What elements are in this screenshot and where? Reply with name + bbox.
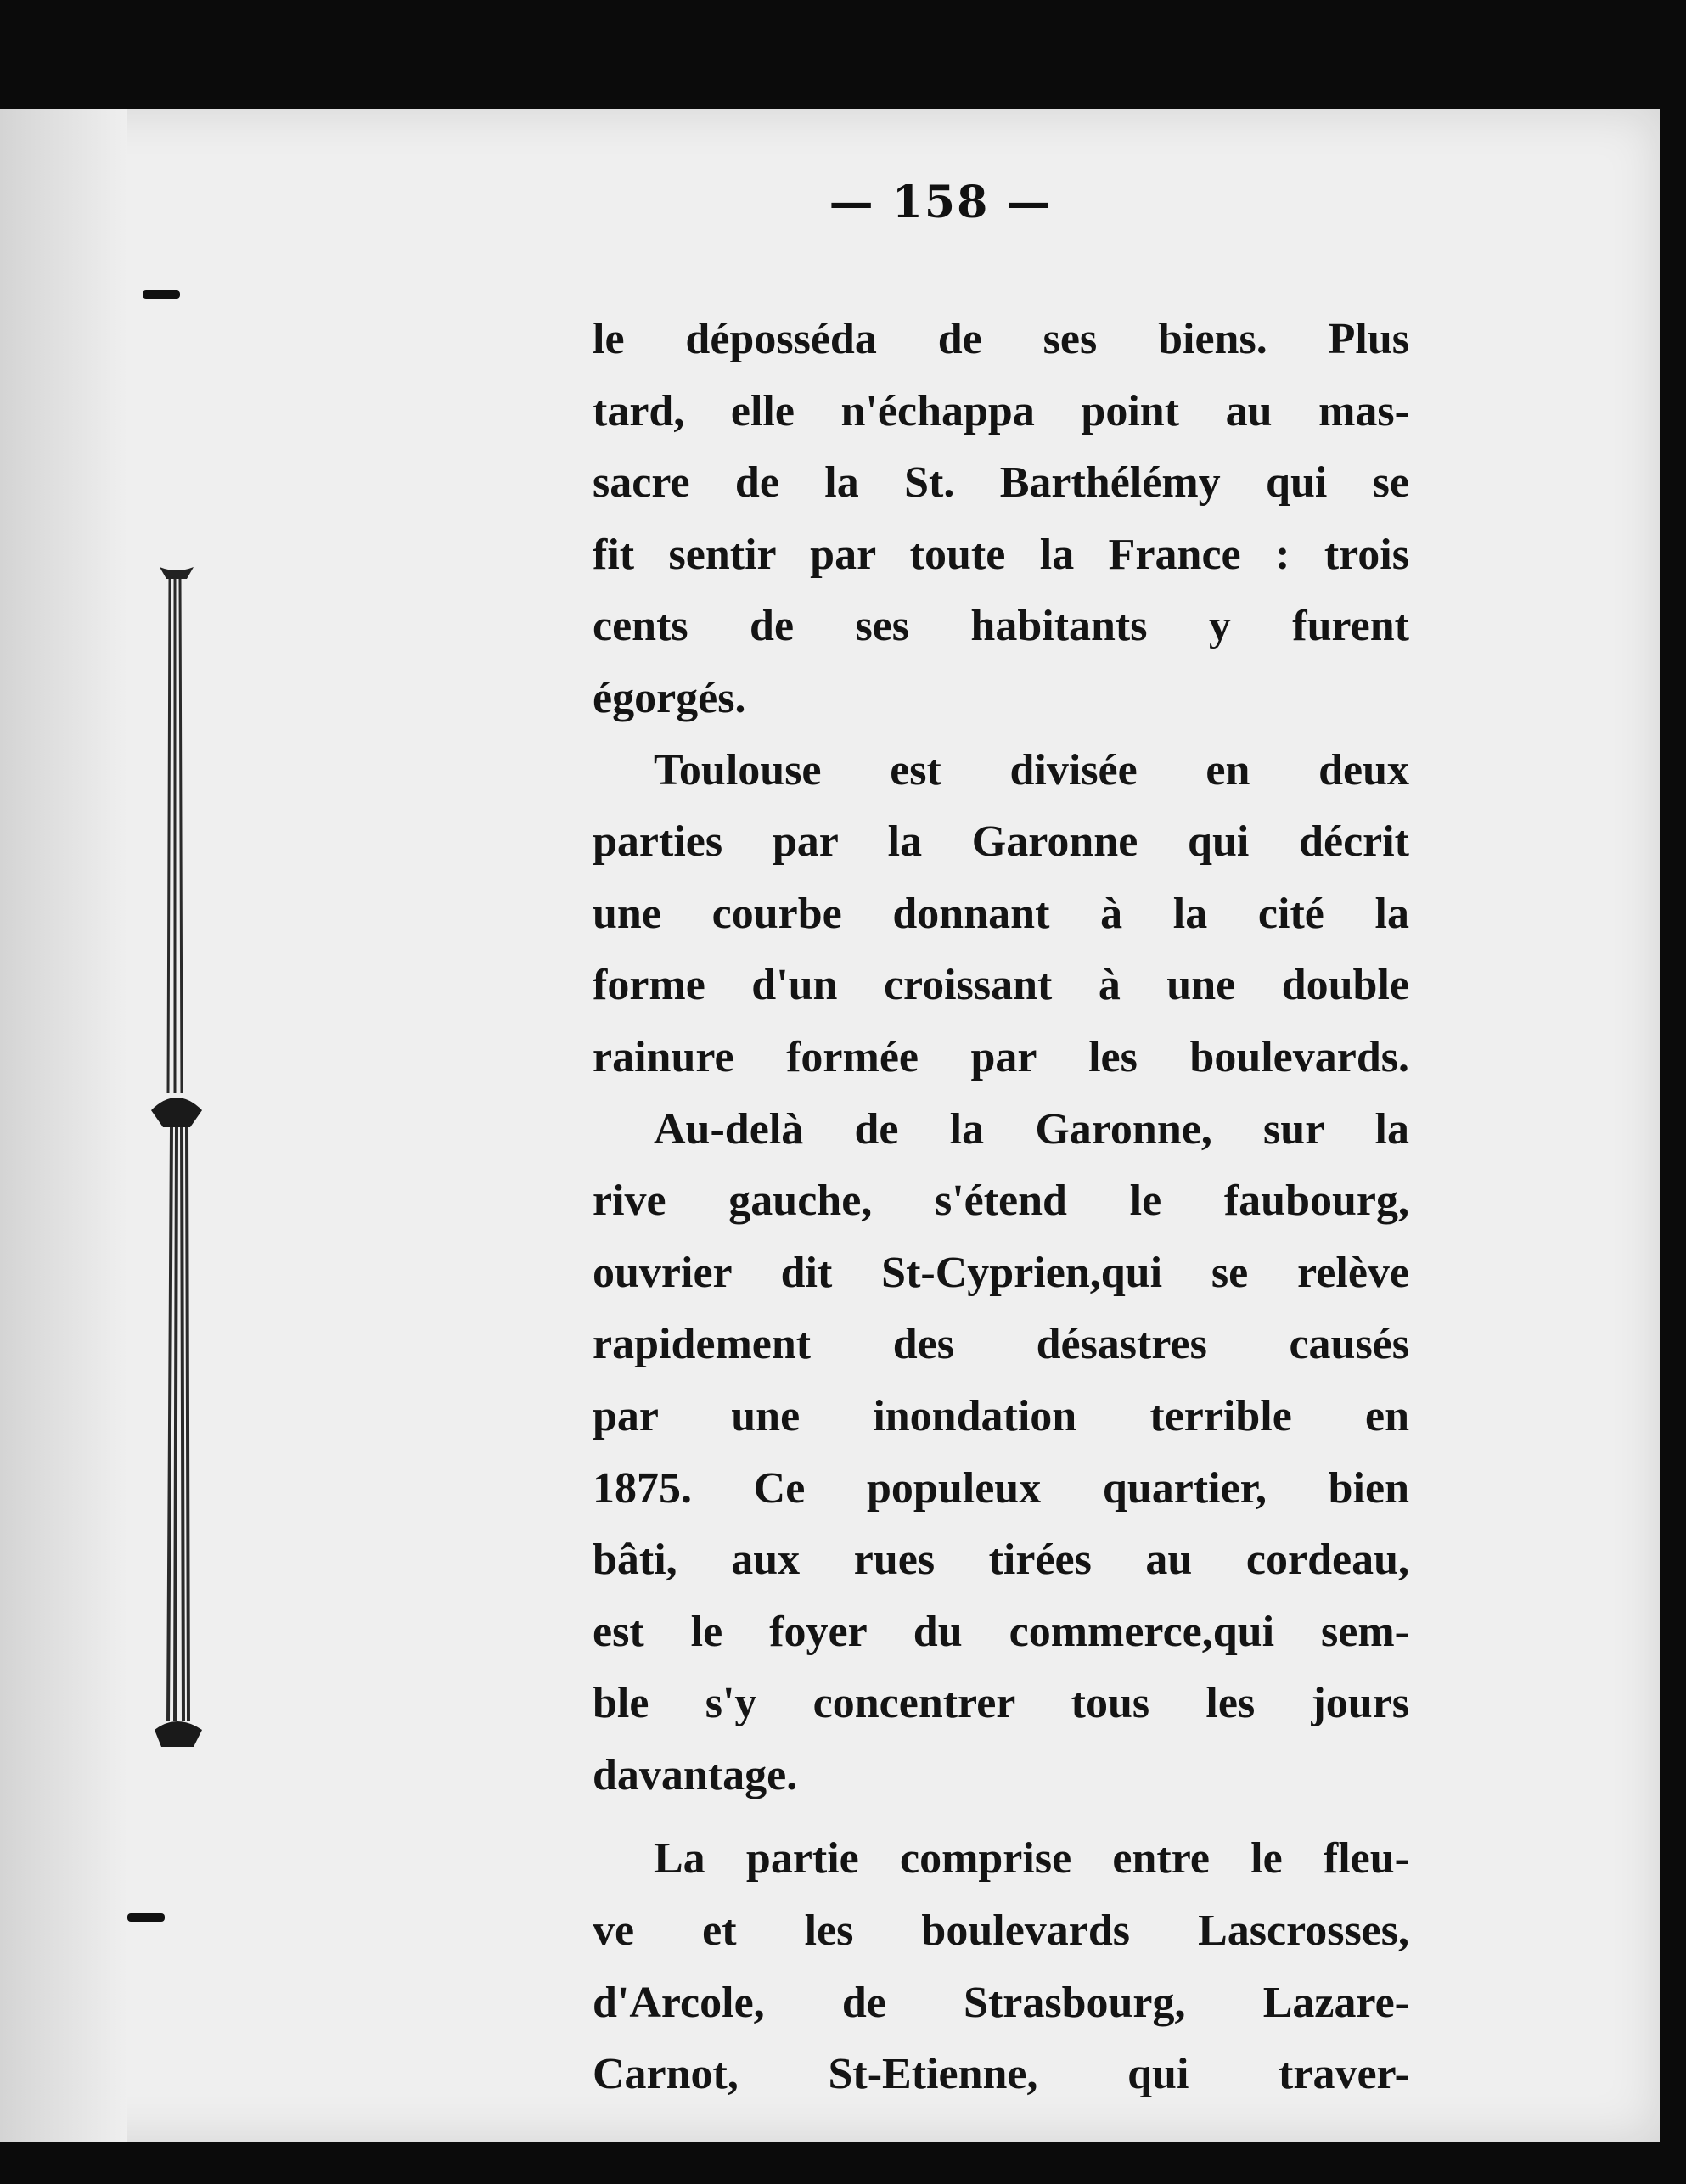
text-line: tard, elle n'échappa point au mas-	[593, 386, 1409, 435]
text-line: Au-delà de la Garonne, sur la	[654, 1104, 1409, 1154]
text-line: Carnot, St-Etienne, qui traver-	[593, 2050, 1409, 2099]
paragraph-3	[593, 1094, 1409, 1812]
edge-mark-bottom	[127, 1913, 165, 1922]
text-line: davantage.	[593, 1750, 798, 1799]
text-line: égorgés.	[593, 673, 746, 722]
binding-thread-icon	[143, 567, 219, 1755]
text-line: rapidement des désastres causés	[593, 1320, 1409, 1369]
text-line: rainure formée par les boulevards.	[593, 1032, 1409, 1081]
paragraph-2	[593, 735, 1409, 1094]
text-line: bâti, aux rues tirées au cordeau,	[593, 1536, 1409, 1585]
text-line: ouvrier dit St-Cyprien,qui se relève	[593, 1248, 1409, 1297]
page-number: — 158 —	[829, 177, 1053, 228]
text-line: le déposséda de ses biens. Plus	[593, 315, 1409, 363]
text-line: d'Arcole, de Strasbourg, Lazare-	[593, 1978, 1409, 2027]
text-line: une courbe donnant à la cité la	[593, 889, 1409, 938]
text-line: fit sentir par toute la France : trois	[593, 530, 1409, 579]
text-line: 1875. Ce populeux quartier, bien	[593, 1463, 1409, 1513]
edge-mark-top	[143, 290, 180, 299]
paragraph-4	[593, 1823, 1409, 2110]
text-line: ble s'y concentrer tous les jours	[593, 1679, 1409, 1728]
text-line: par une inondation terrible en	[593, 1391, 1409, 1440]
text-line: parties par la Garonne qui décrit	[593, 817, 1409, 867]
body-text	[593, 304, 1409, 2111]
paragraph-1	[593, 304, 1409, 735]
text-line: ve et les boulevards Lascrosses,	[593, 1906, 1409, 1956]
text-line: forme d'un croissant à une double	[593, 961, 1409, 1010]
text-line: rive gauche, s'étend le faubourg,	[593, 1176, 1409, 1226]
text-line: La partie comprise entre le fleu-	[654, 1834, 1409, 1884]
text-line: Toulouse est divisée en deux	[654, 745, 1409, 794]
text-line: cents de ses habitants y furent	[593, 602, 1409, 651]
text-line: sacre de la St. Barthélémy qui se	[593, 458, 1409, 508]
page-gutter-shadow	[0, 109, 127, 2142]
text-line: est le foyer du commerce,qui sem-	[593, 1607, 1409, 1656]
